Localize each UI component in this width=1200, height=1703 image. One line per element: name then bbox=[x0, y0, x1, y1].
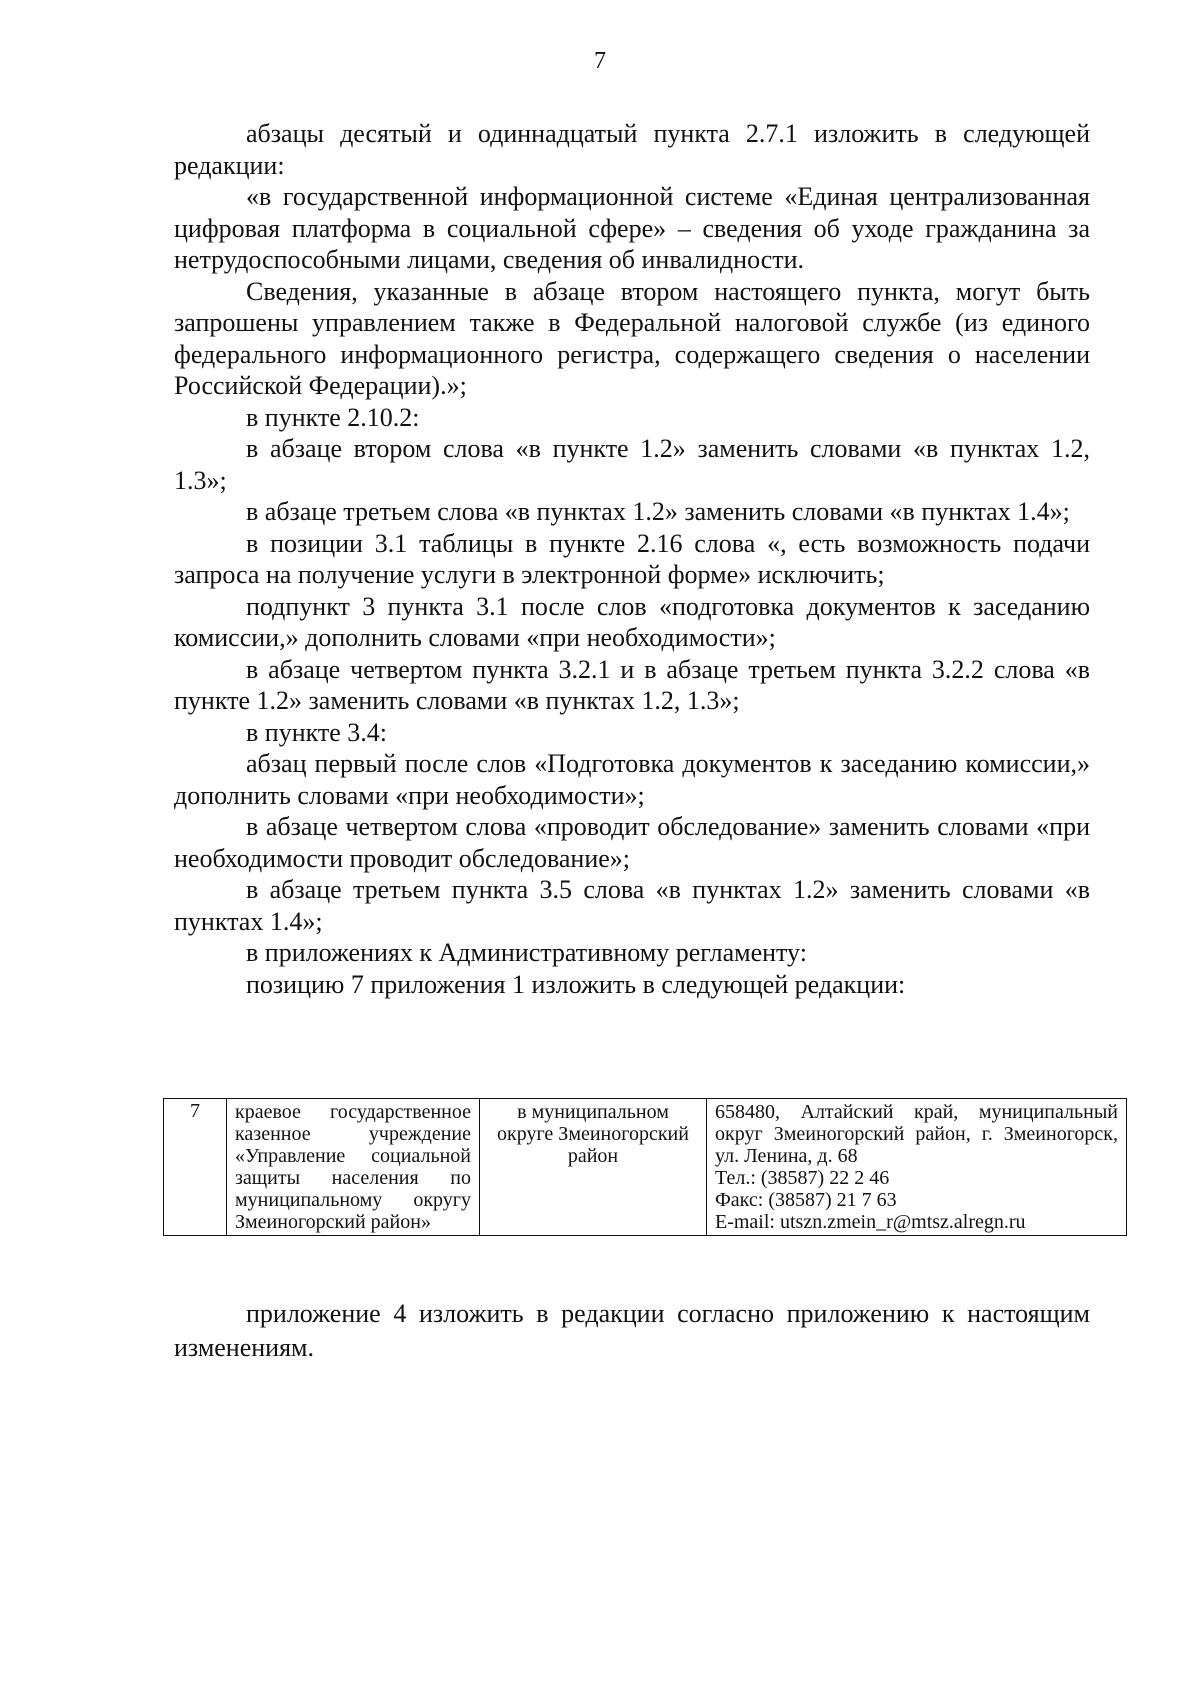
paragraph-2: «в государственной информационной системе «Единая централизованная цифровая платформа в социальной сфере» – сведения об уходе гражданина за нетрудоспособными лицами, сведения об инвалидности. bbox=[174, 182, 1090, 274]
institution-name-cell: краевое государственное казенное учреждение «Управление социальной защиты населения по муниципальному округу Змеиногорский район» bbox=[227, 1099, 480, 1236]
contacts-cell bbox=[707, 1099, 1127, 1236]
postal-address: 658480, Алтайский край, муниципальный округ Змеиногорский район, г. Змеиногорск, ул. Ленина, д. 68 bbox=[715, 1101, 1118, 1167]
page-number: 7 bbox=[594, 48, 606, 74]
table-row bbox=[164, 1099, 1127, 1236]
paragraph-13: в абзаце третьем пункта 3.5 слова «в пунктах 1.2» заменить словами «в пунктах 1.4»; bbox=[174, 875, 1090, 936]
paragraph-14: в приложениях к Административному регламенту: bbox=[246, 938, 807, 967]
paragraph-3: Сведения, указанные в абзаце втором настоящего пункта, могут быть запрошены управлением также в Федеральной налоговой службе (из единого федерального информационного регистра, содержащего сведения о населении Российской Федерации).»; bbox=[174, 276, 1090, 400]
inserted-position-table bbox=[163, 1098, 1127, 1236]
paragraph-9: в абзаце четвертом пункта 3.2.1 и в абзаце третьем пункта 3.2.2 слова «в пункте 1.2» заменить словами «в пунктах 1.2, 1.3»; bbox=[174, 654, 1090, 715]
paragraph-8: подпункт 3 пункта 3.1 после слов «подготовка документов к заседанию комиссии,» дополнить словами «при необходимости»; bbox=[174, 591, 1090, 652]
phone-number: Тел.: (38587) 22 2 46 bbox=[715, 1167, 890, 1189]
final-paragraph: приложение 4 изложить в редакции согласно приложению к настоящим изменениям. bbox=[174, 1299, 1090, 1362]
paragraph-6: в абзаце третьем слова «в пунктах 1.2» заменить словами «в пунктах 1.4»; bbox=[246, 497, 1070, 526]
email-address: E-mail: utszn.zmein_r@mtsz.alregn.ru bbox=[715, 1211, 1026, 1233]
paragraph-5: в абзаце втором слова «в пункте 1.2» заменить словами «в пунктах 1.2, 1.3»; bbox=[174, 434, 1090, 495]
position-number-cell: 7 bbox=[164, 1099, 227, 1236]
paragraph-7: в позиции 3.1 таблицы в пункте 2.16 слова «, есть возможность подачи запроса на получение услуги в электронной форме» исключить; bbox=[174, 528, 1090, 589]
paragraph-11: абзац первый после слов «Подготовка документов к заседанию комиссии,» дополнить словами «при необходимости»; bbox=[174, 749, 1090, 810]
paragraph-10: в пункте 3.4: bbox=[246, 717, 388, 747]
paragraph-1: абзацы десятый и одиннадцатый пункта 2.7.1 изложить в следующей редакции: bbox=[174, 119, 1090, 180]
location-cell: в муниципальном округе Змеиногорский район bbox=[480, 1099, 707, 1236]
paragraph-15: позицию 7 приложения 1 изложить в следующей редакции: bbox=[246, 969, 906, 999]
final-text bbox=[174, 1297, 1090, 1365]
body-text bbox=[174, 118, 1090, 1000]
paragraph-4: в пункте 2.10.2: bbox=[246, 402, 420, 432]
paragraph-12: в абзаце четвертом слова «проводит обследование» заменить словами «при необходимости проводит обследование»; bbox=[174, 812, 1090, 873]
fax-number: Факс: (38587) 21 7 63 bbox=[715, 1189, 897, 1211]
